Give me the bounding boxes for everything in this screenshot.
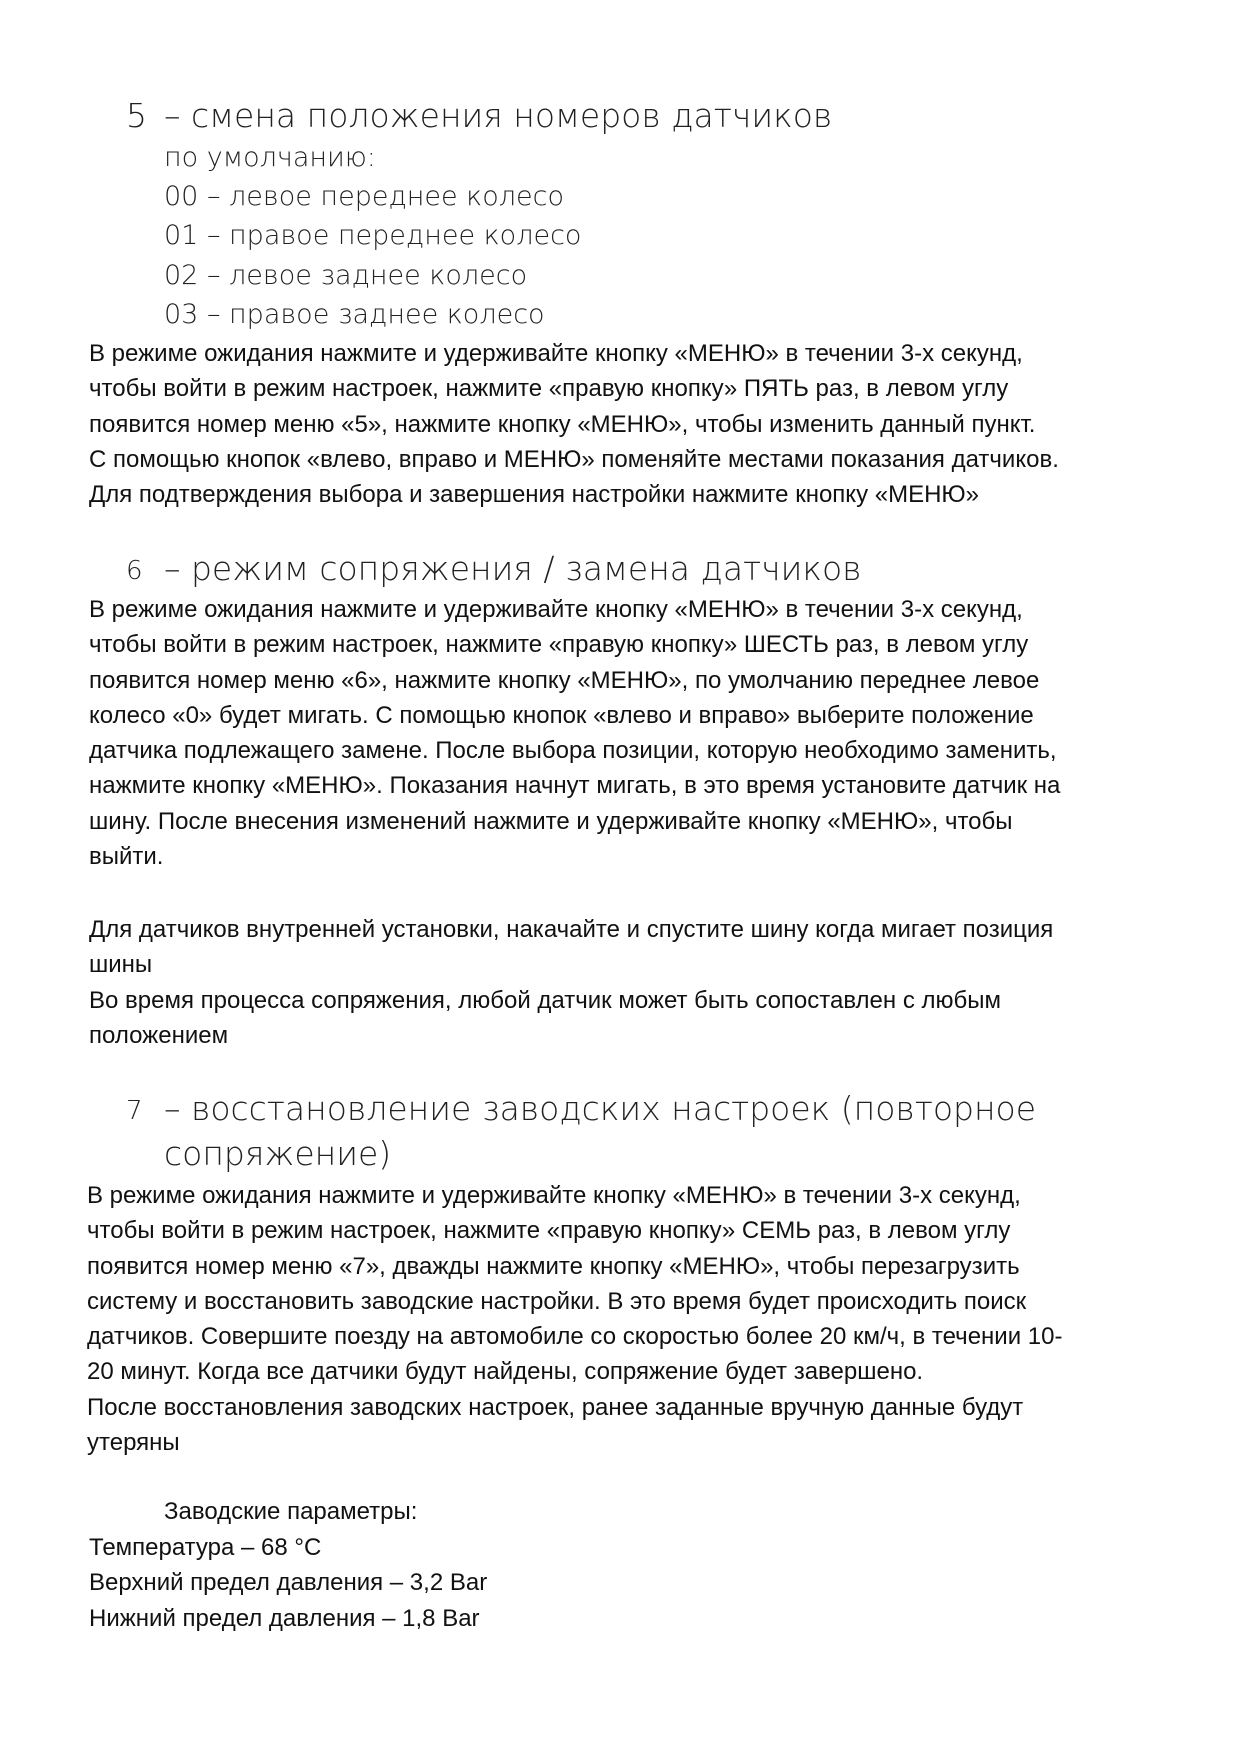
paragraph-line: Для датчиков внутренней установки, накачайте и спустите шину когда мигает позиция (89, 916, 1054, 943)
factory-parameter: Температура – 68 °С (89, 1534, 322, 1561)
paragraph-line: выйти. (89, 843, 164, 871)
factory-parameter: Нижний предел давления – 1,8 Bar (89, 1604, 480, 1632)
section-6-number: 6 (126, 556, 143, 586)
section-7-title: – восстановление заводских настроек (повторное (164, 1089, 1037, 1128)
paragraph-line: В режиме ожидания нажмите и удерживайте кнопку «МЕНЮ» в течении 3-х секунд, (87, 1182, 1021, 1209)
section-7-number: 7 (126, 1096, 143, 1126)
section-5-defaults-label: по умолчанию: (164, 142, 376, 173)
paragraph-line: чтобы войти в режим настроек, нажмите «правую кнопку» ШЕСТЬ раз, в левом углу (89, 631, 1029, 659)
paragraph-line: появится номер меню «5», нажмите кнопку «МЕНЮ», чтобы изменить данный пункт. (89, 410, 1036, 438)
section-6-title: – режим сопряжения / замена датчиков (164, 549, 862, 588)
paragraph-line: 20 минут. Когда все датчики будут найдены, сопряжение будет завершено. (87, 1358, 924, 1386)
factory-parameter: Верхний предел давления – 3,2 Bar (89, 1569, 488, 1597)
paragraph-line: После восстановления заводских настроек, ранее заданные вручную данные будут (87, 1393, 1024, 1421)
factory-parameters-title: Заводские параметры: (164, 1498, 418, 1525)
paragraph-line: В режиме ожидания нажмите и удерживайте кнопку «МЕНЮ» в течении 3-х секунд, (89, 596, 1023, 623)
paragraph-line: Во время процесса сопряжения, любой датчик может быть сопоставлен с любым (89, 986, 1001, 1014)
section-7-title-line-2: сопряжение) (164, 1134, 392, 1173)
section-5-default-item: 00 – левое переднее колесо (164, 181, 564, 212)
section-5-number: 5 (126, 96, 147, 135)
paragraph-line: чтобы войти в режим настроек, нажмите «правую кнопку» ПЯТЬ раз, в левом углу (89, 375, 1009, 403)
paragraph-line: чтобы войти в режим настроек, нажмите «правую кнопку» СЕМЬ раз, в левом углу (87, 1217, 1011, 1245)
paragraph-line: систему и восстановить заводские настройки. В это время будет происходить поиск (87, 1287, 1027, 1315)
paragraph-line: утеряны (87, 1429, 180, 1457)
section-5-paragraph (89, 336, 1189, 512)
paragraph-line: датчика подлежащего замене. После выбора позиции, которую необходимо заменить, (89, 737, 1057, 765)
factory-parameters-list (89, 1530, 1189, 1636)
section-5-title: – смена положения номеров датчиков (164, 96, 833, 135)
section-5-default-item: 02 – левое заднее колесо (164, 260, 528, 291)
section-5-default-item: 03 – правое заднее колесо (164, 299, 545, 330)
paragraph-line: В режиме ожидания нажмите и удерживайте кнопку «МЕНЮ» в течении 3-х секунд, (89, 340, 1023, 367)
paragraph-line: шины (89, 951, 153, 979)
section-6-note (89, 912, 1189, 1053)
paragraph-line: Для подтверждения выбора и завершения настройки нажмите кнопку «МЕНЮ» (89, 481, 980, 509)
paragraph-line: положением (89, 1021, 229, 1049)
paragraph-line: появится номер меню «7», дважды нажмите кнопку «МЕНЮ», чтобы перезагрузить (87, 1252, 1020, 1280)
paragraph-line: колесо «0» будет мигать. С помощью кнопок «влево и вправо» выберите положение (89, 701, 1034, 729)
paragraph-line: появится номер меню «6», нажмите кнопку «МЕНЮ», по умолчанию переднее левое (89, 666, 1040, 694)
section-5-default-item: 01 – правое переднее колесо (164, 220, 582, 251)
section-7-paragraph (87, 1178, 1187, 1460)
section-6-paragraph (89, 592, 1189, 874)
paragraph-line: С помощью кнопок «влево, вправо и МЕНЮ» поменяйте местами показания датчиков. (89, 445, 1059, 473)
paragraph-line: шину. После внесения изменений нажмите и удерживайте кнопку «МЕНЮ», чтобы (89, 807, 1013, 835)
paragraph-line: датчиков. Совершите поезду на автомобиле со скоростью более 20 км/ч, в течении 10- (87, 1323, 1063, 1351)
paragraph-line: нажмите кнопку «МЕНЮ». Показания начнут мигать, в это время установите датчик на (89, 772, 1061, 800)
